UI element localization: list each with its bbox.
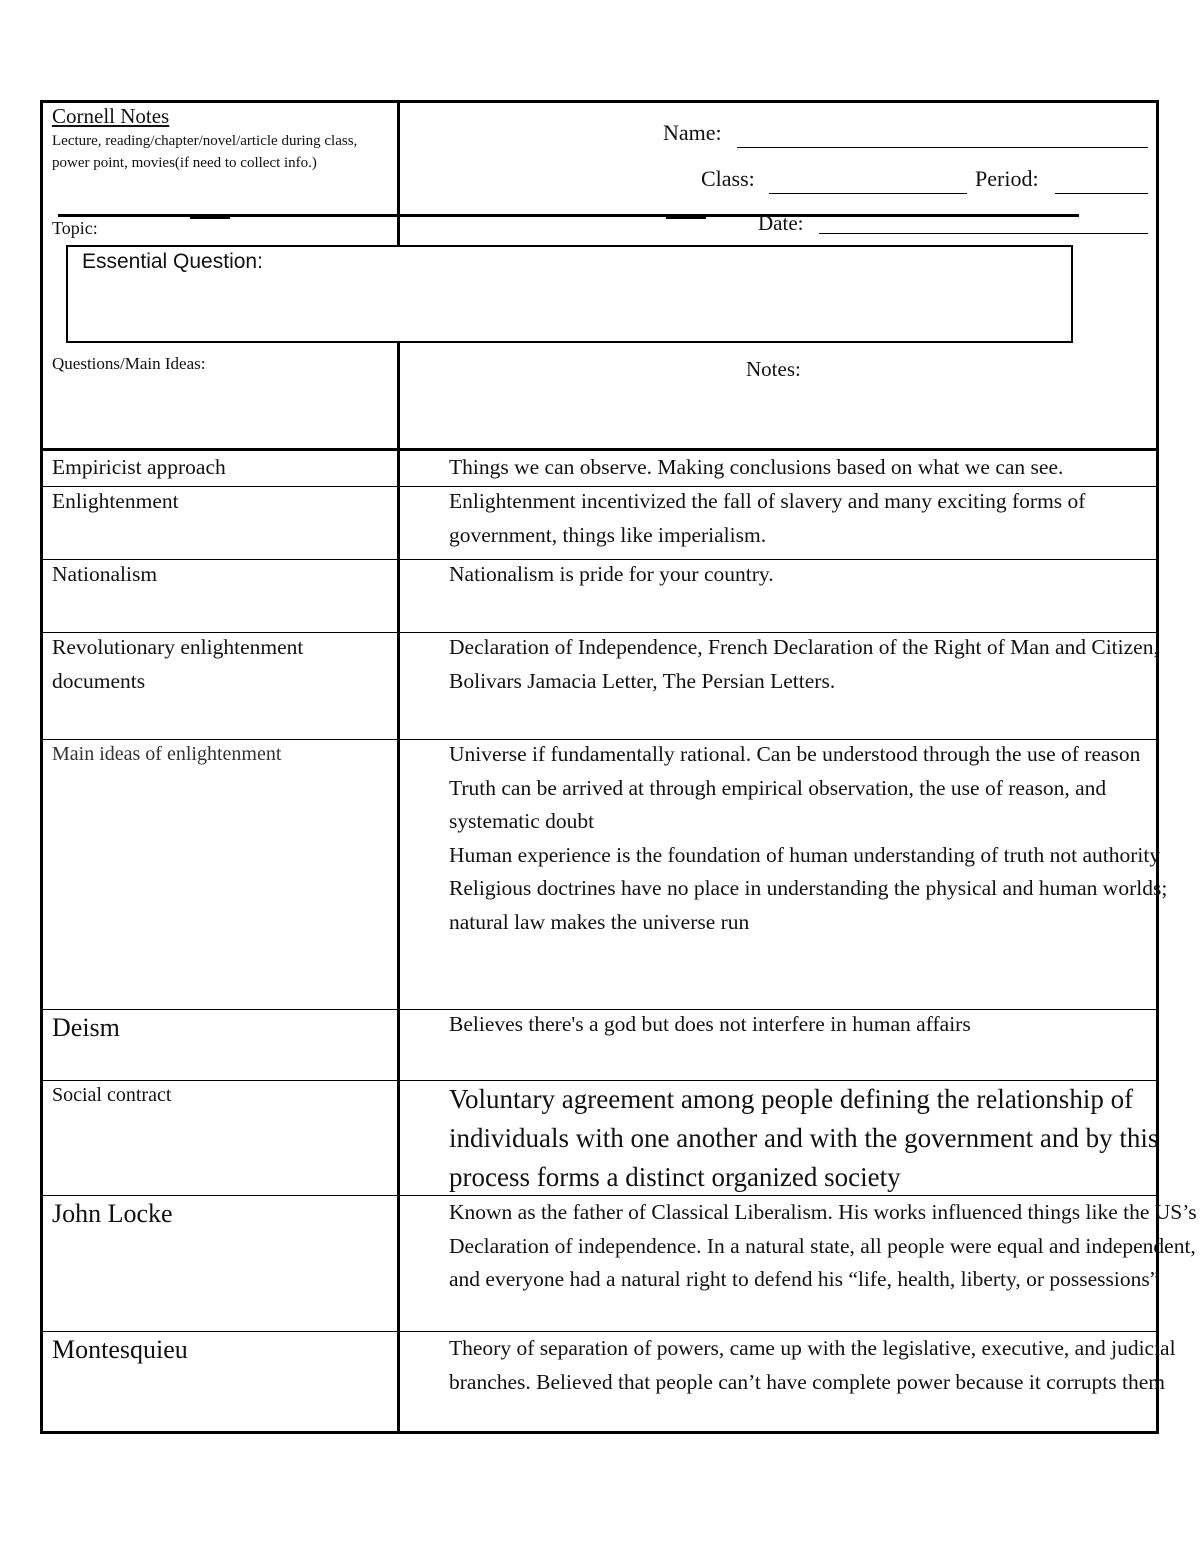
notes-montesquieu: Theory of separation of powers, came up with the legislative, executive, and judicial branches. Believed that people can’t have complete power because it corrupts them: [449, 1336, 1176, 1394]
notes-revolutionary-documents: Declaration of Independence, French Declaration of the Right of Man and Citizen, Bolivars Jamacia Letter, The Persian Letters.: [449, 635, 1159, 693]
term-social-contract: Social contract: [52, 1084, 172, 1106]
period-label: Period:: [975, 166, 1039, 191]
notes-deism: Believes there's a god but does not interfere in human affairs: [449, 1012, 971, 1036]
notes-main-ideas: [449, 738, 1197, 939]
header-rule-short: [190, 217, 230, 219]
notes-enlightenment: Enlightenment incentivized the fall of slavery and many exciting forms of government, things like imperialism.: [449, 489, 1086, 547]
main-idea-line: Truth can be arrived at through empirical observation, the use of reason, and systematic doubt: [449, 775, 1107, 833]
header-divider: [397, 100, 400, 246]
term-empiricist-approach: Empiricist approach: [52, 455, 226, 479]
questions-main-ideas-label: Questions/Main Ideas:: [52, 354, 206, 373]
term-john-locke: John Locke: [52, 1199, 173, 1228]
term-nationalism: Nationalism: [52, 562, 158, 586]
notes-label: Notes:: [746, 357, 801, 381]
notes-empiricist-approach: Things we can observe. Making conclusions based on what we can see.: [449, 455, 1064, 479]
topic-label: Topic:: [52, 218, 98, 238]
notes-social-contract: Voluntary agreement among people defining the relationship of individuals with one another and with the government and by this process forms a distinct organized society: [449, 1084, 1159, 1192]
main-idea-line: Religious doctrines have no place in understanding the physical and human worlds; natural law makes the universe run: [449, 876, 1168, 934]
period-field[interactable]: [1055, 193, 1148, 194]
border-bottom: [40, 1431, 1159, 1434]
class-field[interactable]: [769, 193, 967, 194]
date-field[interactable]: [819, 233, 1148, 234]
term-enlightenment: Enlightenment: [52, 489, 179, 513]
term-deism: Deism: [52, 1013, 120, 1042]
header-rule-short-2: [666, 217, 706, 219]
header-subtitle: Lecture, reading/chapter/novel/article during class, power point, movies(if need to collect info.): [52, 133, 358, 171]
notes-john-locke: Known as the father of Classical Liberalism. His works influenced things like the US’s Declaration of independence. In a natural state, all people were equal and independent, and everyone had a natural right to defend his “life, health, liberty, or possessions”: [449, 1200, 1197, 1291]
class-label: Class:: [701, 166, 755, 191]
border-left: [40, 100, 43, 1434]
column-divider: [397, 341, 400, 1434]
border-top: [40, 100, 1159, 103]
essential-question-label: Essential Question:: [82, 250, 263, 273]
term-main-ideas: Main ideas of enlightenment: [52, 743, 282, 765]
name-label: Name:: [663, 120, 722, 145]
term-revolutionary-documents: Revolutionary enlightenment documents: [52, 635, 304, 693]
date-label: Date:: [758, 211, 804, 235]
notes-nationalism: Nationalism is pride for your country.: [449, 562, 774, 586]
cornell-notes-title: Cornell Notes: [52, 104, 170, 128]
main-idea-line: Human experience is the foundation of human understanding of truth not authority: [449, 842, 1161, 867]
name-field[interactable]: [737, 147, 1148, 148]
main-idea-line: Universe if fundamentally rational. Can be understood through the use of reason: [449, 742, 1141, 766]
cornell-notes-sheet: [40, 100, 1197, 1434]
term-montesquieu: Montesquieu: [52, 1335, 188, 1364]
